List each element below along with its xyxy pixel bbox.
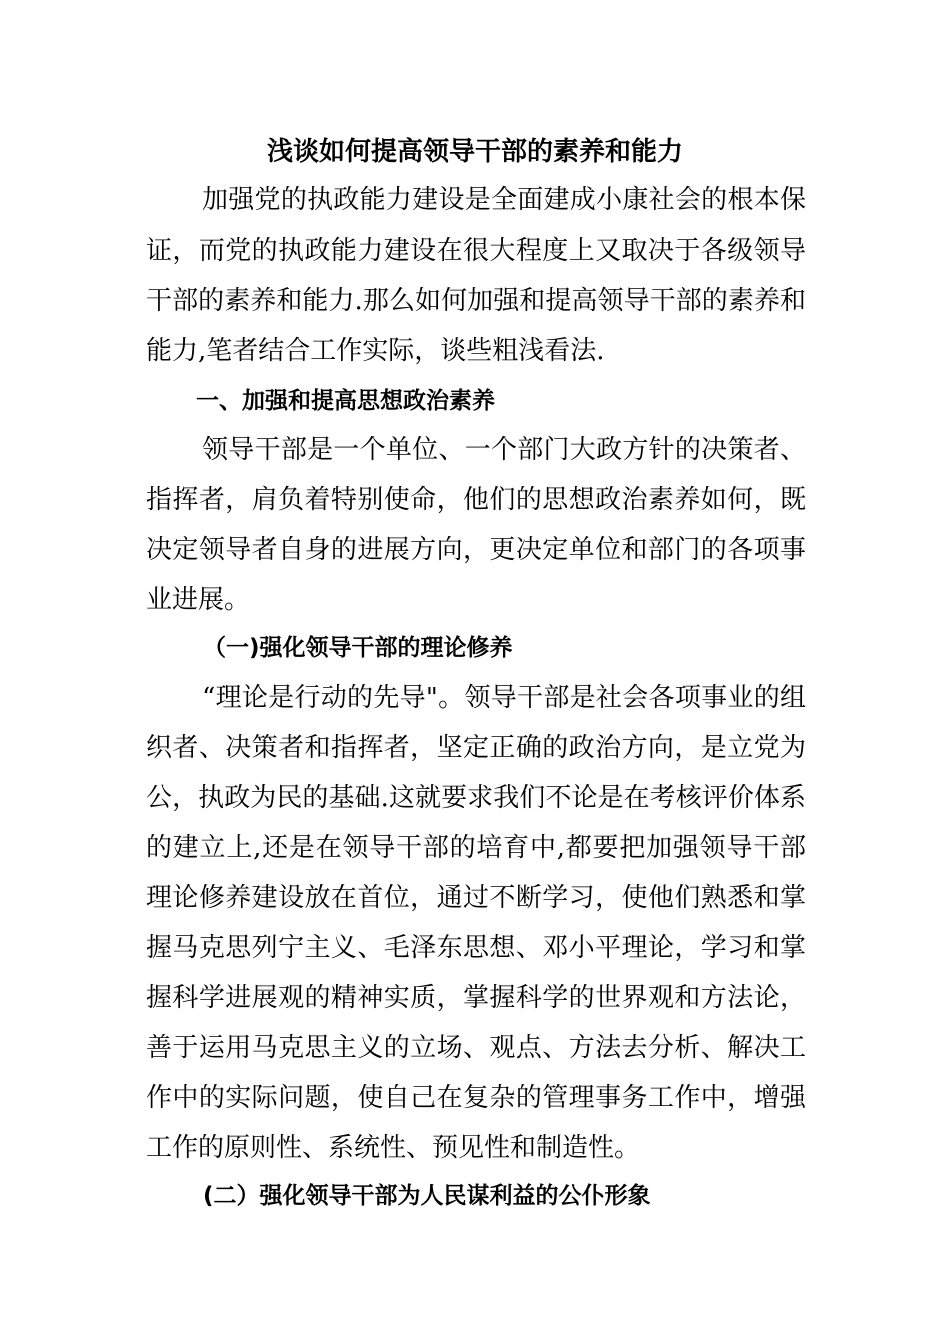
section1-line: 指挥者，肩负着特别使命，他们的思想政治素养如何，既 — [146, 485, 806, 515]
subsection1-line: 握马克思列宁主义、毛泽东思想、邓小平理论，学习和掌 — [146, 933, 806, 963]
subsection-heading: (二）强化领导干部为人民谋利益的公仆形象 — [203, 1183, 651, 1209]
subsection-heading: （一)强化领导干部的理论修养 — [203, 635, 513, 661]
section1-line: 决定领导者自身的进展方向，更决定单位和部门的各项事 — [146, 535, 806, 565]
subsection1-line: 工作的原则性、系统性、预见性和制造性。 — [146, 1133, 641, 1163]
section-heading: 一、加强和提高思想政治素养 — [196, 388, 495, 414]
subsection1-line: 公，执政为民的基础.这就要求我们不论是在考核评价体系 — [146, 783, 806, 813]
subsection1-line: 善于运用马克思主义的立场、观点、方法去分析、解决工 — [146, 1033, 806, 1063]
subsection1-line: “理论是行动的先导"。领导干部是社会各项事业的组 — [202, 683, 806, 713]
section1-line: 业进展。 — [146, 585, 251, 615]
subsection1-line: 握科学进展观的精神实质，掌握科学的世界观和方法论， — [146, 983, 806, 1013]
subsection1-line: 作中的实际问题，使自己在复杂的管理事务工作中，增强 — [146, 1083, 806, 1113]
section1-line: 领导干部是一个单位、一个部门大政方针的决策者、 — [202, 435, 806, 465]
subsection1-line: 理论修养建设放在首位，通过不断学习，使他们熟悉和掌 — [146, 883, 806, 913]
document-title: 浅谈如何提高领导干部的素养和能力 — [266, 137, 683, 167]
intro-line: 干部的素养和能力.那么如何加强和提高领导干部的素养和 — [146, 286, 806, 316]
subsection1-line: 的建立上,还是在领导干部的培育中,都要把加强领导干部 — [146, 833, 806, 863]
intro-line: 能力,笔者结合工作实际，谈些粗浅看法. — [146, 336, 605, 366]
intro-line: 加强党的执政能力建设是全面建成小康社会的根本保 — [202, 185, 806, 215]
subsection1-line: 织者、决策者和指挥者，坚定正确的政治方向，是立党为 — [146, 733, 806, 763]
intro-line: 证，而党的执政能力建设在很大程度上又取决于各级领导 — [146, 236, 806, 266]
